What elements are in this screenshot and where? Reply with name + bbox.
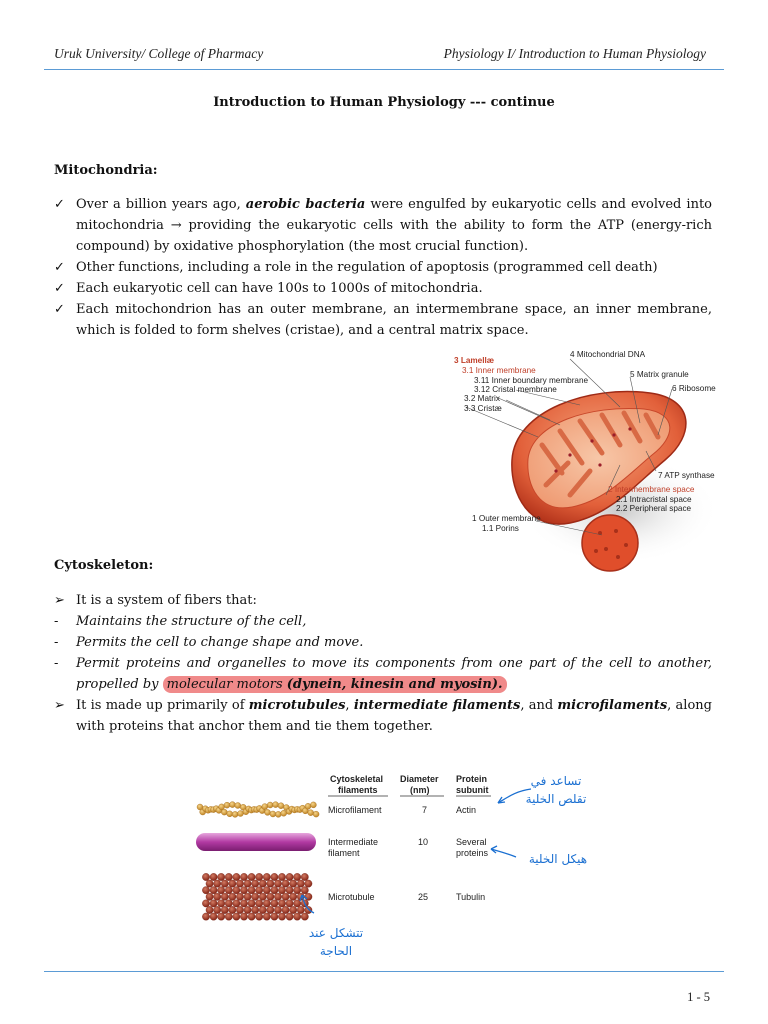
page-title: Introduction to Human Physiology --- continue <box>213 95 555 110</box>
porin-zoom <box>582 515 638 571</box>
cytoskeleton-list <box>54 590 712 737</box>
note-contraction-b: تقلص الخلية <box>525 792 587 806</box>
label-porins: 1.1 Porins <box>482 524 519 533</box>
row-intermediate-diameter: 10 <box>418 837 429 847</box>
page-number: 1 - 5 <box>687 990 710 1004</box>
highlight-molecular-motors: molecular motors (dynein, kinesin and myosin). <box>163 676 507 693</box>
row-microfilament-name: Microfilament <box>328 805 382 815</box>
footer-divider <box>44 971 724 972</box>
microtubule-illustration <box>202 873 312 920</box>
handwritten-notes <box>309 774 587 958</box>
emphasis-aerobic-bacteria: aerobic bacteria <box>245 197 366 212</box>
label-granule: 5 Matrix granule <box>630 370 689 379</box>
note-on-demand-b: الحاجة <box>319 944 353 958</box>
row-microtubule-name: Microtubule <box>328 892 375 902</box>
label-peripheral: 2.2 Peripheral space <box>616 504 692 513</box>
checkmark-icon: ✓ <box>54 260 65 275</box>
cytoskeleton-heading: Cytoskeleton: <box>54 558 154 573</box>
list-item: ✓ Each eukaryotic cell can have 100s to 1000s of mitochondria. <box>54 278 712 299</box>
row-intermediate-protein-a: Several <box>456 837 487 847</box>
col-header-protein-a: Protein <box>456 774 488 784</box>
list-item: - Maintains the structure of the cell, <box>54 614 307 629</box>
mitochondria-heading: Mitochondria: <box>54 163 158 178</box>
label-intracristal: 2.1 Intracristal space <box>616 495 692 504</box>
label-dna: 4 Mitochondrial DNA <box>570 350 646 359</box>
note-on-demand-a: تتشكل عند <box>308 926 364 940</box>
label-intermembrane: 2 Intermembrane space <box>608 485 695 494</box>
note-structure: هيكل الخلية <box>528 852 588 866</box>
col-header-diameter-a: Diameter <box>400 774 439 784</box>
mitochondrion-diagram <box>420 345 730 580</box>
intermediate-filament-illustration <box>196 833 316 851</box>
header-divider <box>44 69 724 70</box>
list-item: ➢ It is a system of fibers that: <box>54 590 712 611</box>
col-header-protein-b: subunit <box>456 785 489 795</box>
label-cristae: 3.3 Cristæ <box>464 404 502 413</box>
cytoskeleton-table-figure <box>186 765 606 963</box>
mitochondria-list <box>54 194 712 341</box>
list-item: - Permit proteins and organelles to move its components from one part of the cell to another, propelled by molecular motors (dynein, kinesin and myosin). <box>54 656 712 692</box>
checkmark-icon: ✓ <box>54 197 65 212</box>
microfilament-illustration <box>197 802 319 818</box>
header-right: Physiology I/ Introduction to Human Physiology <box>443 46 706 61</box>
row-microfilament-protein: Actin <box>456 805 477 815</box>
col-header-filaments-b: filaments <box>338 785 378 795</box>
note-contraction-a: تساعد في <box>530 774 582 788</box>
list-item: ➢ It is made up primarily of microtubules, intermediate filaments, and microfilaments, along with proteins that anchor them and tie them together. <box>54 695 712 737</box>
checkmark-icon: ✓ <box>54 281 65 296</box>
label-matrix: 3.2 Matrix <box>464 394 500 403</box>
col-header-filaments-a: Cytoskeletal <box>330 774 384 784</box>
label-cristal-membrane: 3.12 Cristal membrane <box>474 385 557 394</box>
label-ribosome: 6 Ribosome <box>672 384 716 393</box>
row-microfilament-diameter: 7 <box>422 805 428 815</box>
list-item: - Permits the cell to change shape and move. <box>54 635 364 650</box>
label-inner-boundary: 3.11 Inner boundary membrane <box>474 376 589 385</box>
row-intermediate-protein-b: proteins <box>456 848 489 858</box>
arrow-bullet-icon: ➢ <box>54 593 65 608</box>
row-intermediate-name-b: filament <box>328 848 360 858</box>
list-item: ✓ Other functions, including a role in the regulation of apoptosis (programmed cell death) <box>54 257 712 278</box>
header-left: Uruk University/ College of Pharmacy <box>54 46 264 61</box>
arrow-bullet-icon: ➢ <box>54 698 65 713</box>
row-intermediate-name-a: Intermediate <box>328 837 379 847</box>
row-microtubule-diameter: 25 <box>418 892 429 902</box>
list-item: ✓ Over a billion years ago, aerobic bacteria were engulfed by eukaryotic cells and evolved into mitochondria → providing the eukaryotic cells with the ability to form the ATP (energy-rich compound) by oxidative phosphorylation (the most crucial function). <box>54 194 712 257</box>
label-inner-membrane: 3.1 Inner membrane <box>462 366 536 375</box>
row-microtubule-protein: Tubulin <box>456 892 486 902</box>
label-outer-membrane: 1 Outer membrane <box>472 514 541 523</box>
label-lamellae: 3 Lamellæ <box>454 356 495 365</box>
list-item: ✓ Each mitochondrion has an outer membrane, an intermembrane space, an inner membrane, which is folded to form shelves (cristae), and a central matrix space. <box>54 299 712 341</box>
col-header-diameter-b: (nm) <box>410 785 430 795</box>
checkmark-icon: ✓ <box>54 302 65 317</box>
label-atp-synthase: 7 ATP synthase <box>658 471 715 480</box>
